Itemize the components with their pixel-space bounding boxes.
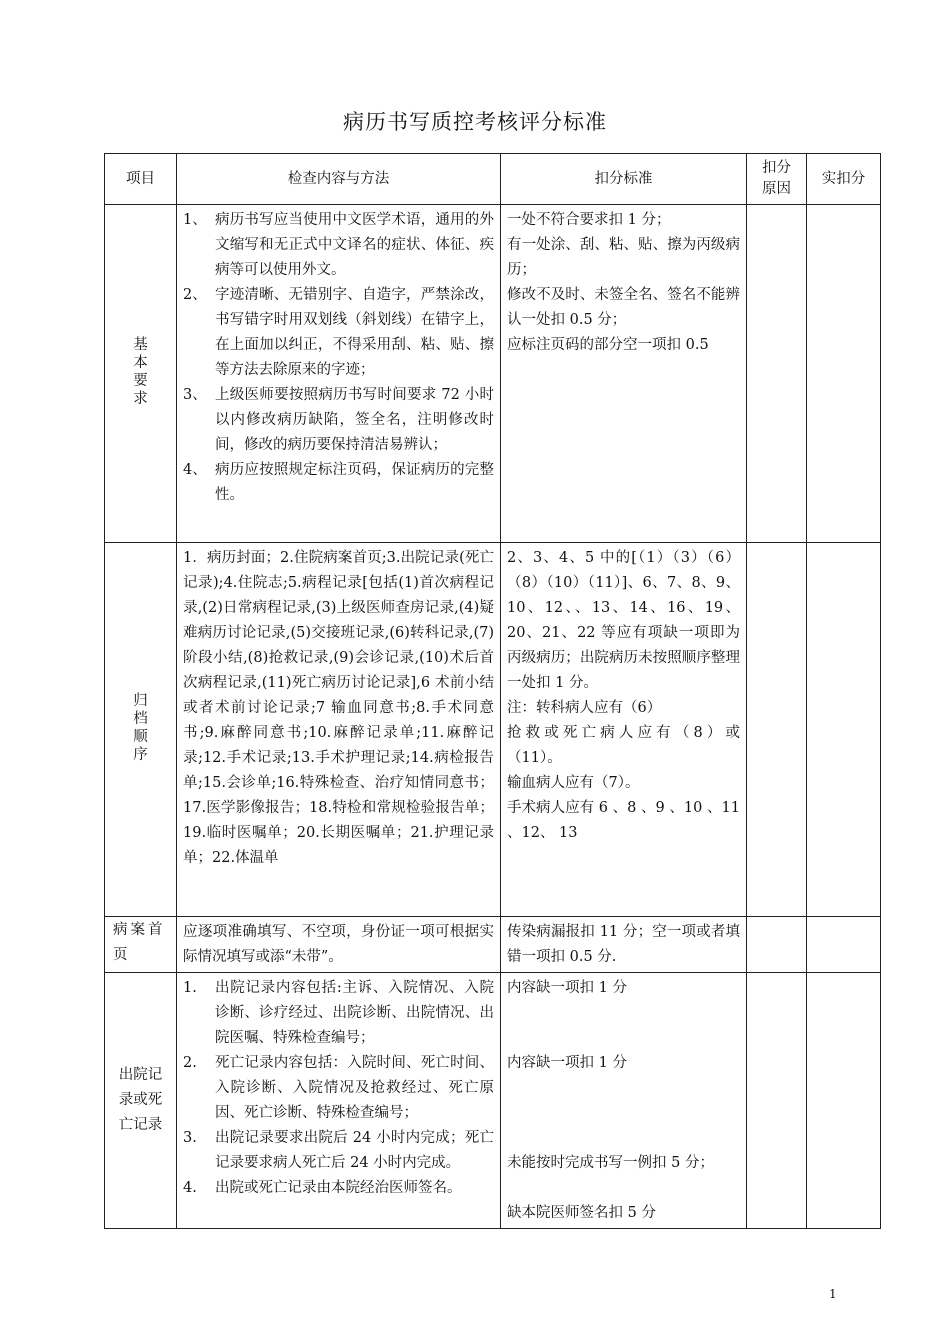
deduction-line: 未能按时完成书写一例扣 5 分； bbox=[507, 1155, 714, 1171]
content-text: 应逐项准确填写、不空项，身份证一项可根据实际情况填写或添“未带”。 bbox=[183, 924, 494, 965]
actual-cell[interactable] bbox=[807, 917, 881, 973]
item-number: 2. bbox=[183, 1055, 197, 1071]
item-label: 基本要求 bbox=[133, 336, 148, 407]
actual-cell[interactable] bbox=[807, 973, 881, 1229]
item-text: 病历书写应当使用中文医学术语，通用的外文缩写和无正式中文译名的症状、体征、疾病等可以使用外文。 bbox=[215, 212, 494, 278]
item-number: 4. bbox=[183, 1180, 197, 1196]
deduction-line: 2、3、4、5 中的[（1）（3）（6）（8）（10）（11）]、6、7、8、9、10、12、、13、14、16、19、20、21、22 等应有项缺一项即为丙级病历；出院病历未按照顺序整理一处扣 1 分。 bbox=[507, 550, 740, 691]
spacer bbox=[507, 1076, 740, 1126]
item-label: 病案首页 bbox=[113, 922, 166, 963]
content-cell bbox=[177, 973, 501, 1229]
item-number: 3. bbox=[183, 1130, 197, 1146]
item-text: 出院记录要求出院后 24 小时内完成；死亡记录要求病人死亡后 24 小时内完成。 bbox=[215, 1130, 494, 1171]
item-text: 出院记录内容包括:主诉、入院情况、入院诊断、诊疗经过、出院诊断、出院情况、出院医嘱、特殊检查编号； bbox=[215, 980, 494, 1046]
content-cell bbox=[177, 205, 501, 543]
actual-cell[interactable] bbox=[807, 543, 881, 917]
header-method: 检查内容与方法 bbox=[177, 154, 501, 205]
deduction-line: 缺本院医师签名扣 5 分 bbox=[507, 1205, 656, 1221]
item-cell bbox=[105, 973, 177, 1229]
table-header-row bbox=[105, 154, 881, 205]
actual-cell[interactable] bbox=[807, 205, 881, 543]
list-item bbox=[183, 458, 494, 508]
deduction-line: 输血病人应有（7）。 bbox=[507, 775, 640, 791]
spacer bbox=[507, 1176, 740, 1201]
deduction-cell bbox=[501, 205, 747, 543]
item-text: 死亡记录内容包括：入院时间、死亡时间、入院诊断、入院情况及抢救经过、死亡原因、死亡诊断、特殊检查编号； bbox=[215, 1055, 494, 1121]
deduction-line: 注：转科病人应有（6） bbox=[507, 700, 662, 716]
item-number: 1. bbox=[183, 980, 197, 996]
list-item bbox=[183, 383, 494, 458]
content-text: 1．病历封面；2.住院病案首页;3.出院记录(死亡记录);4.住院志;5.病程记录[包括(1)首次病程记录,(2)日常病程记录,(3)上级医师查房记录,(4)疑难病历讨论记录,(5)交接班记录,(6)转科记录,(7)阶段小结,(8)抢救记录,(9)会诊记录,(10)术后首次病程记录,(11)死亡病历讨论记录],6 术前小结或者术前讨论记录;7 输血同意书;8.手术同意书;9.麻醉同意书;10.麻醉记录单;11.麻醉记录;12.手术记录;13.手术护理记录;14.病检报告单;15.会诊单;16.特殊检查、治疗知情同意书；17.医学影像报告；18.特检和常规检验报告单；19.临时医嘱单；20.长期医嘱单；21.护理记录单；22.体温单 bbox=[183, 550, 494, 866]
header-item: 项目 bbox=[105, 154, 177, 205]
table-row-discharge bbox=[105, 973, 881, 1229]
deduction-line: 手术病人应有 6 、8 、9 、10 、11 、12、 13 bbox=[507, 800, 740, 841]
deduction-line: 传染病漏报扣 11 分；空一项或者填错一项扣 0.5 分. bbox=[507, 924, 740, 965]
list-item bbox=[183, 1176, 494, 1201]
item-label: 出院记录或死亡记录 bbox=[118, 1067, 163, 1133]
list-item bbox=[183, 283, 494, 383]
item-cell bbox=[105, 917, 177, 973]
item-text: 出院或死亡记录由本院经治医师签名。 bbox=[215, 1180, 462, 1196]
header-actual: 实扣分 bbox=[807, 154, 881, 205]
reason-cell[interactable] bbox=[747, 917, 807, 973]
spacer bbox=[507, 1126, 740, 1151]
item-number: 3、 bbox=[183, 387, 207, 403]
page-number: 1 bbox=[829, 1287, 837, 1301]
scoring-table bbox=[104, 153, 881, 1229]
header-standard: 扣分标准 bbox=[501, 154, 747, 205]
table-row-archive bbox=[105, 543, 881, 917]
deduction-line: 内容缺一项扣 1 分 bbox=[507, 980, 627, 996]
spacer bbox=[507, 1001, 740, 1051]
header-reason: 扣分原因 bbox=[747, 154, 807, 205]
page-title: 病历书写质控考核评分标准 bbox=[343, 110, 607, 134]
item-number: 4、 bbox=[183, 462, 207, 478]
content-cell bbox=[177, 543, 501, 917]
reason-cell[interactable] bbox=[747, 543, 807, 917]
deduction-line: 修改不及时、未签全名、签名不能辨认一处扣 0.5 分； bbox=[507, 287, 740, 328]
deduction-line: 有一处涂、刮、粘、贴、擦为丙级病历； bbox=[507, 237, 740, 278]
item-cell bbox=[105, 543, 177, 917]
deduction-line: 应标注页码的部分空一项扣 0.5 bbox=[507, 337, 709, 353]
reason-cell[interactable] bbox=[747, 205, 807, 543]
deduction-line: 内容缺一项扣 1 分 bbox=[507, 1055, 627, 1071]
list-item bbox=[183, 1051, 494, 1126]
table-row-basic bbox=[105, 205, 881, 543]
reason-cell[interactable] bbox=[747, 973, 807, 1229]
deduction-cell bbox=[501, 973, 747, 1229]
item-label: 归档顺序 bbox=[133, 692, 148, 763]
content-cell bbox=[177, 917, 501, 973]
list-item bbox=[183, 976, 494, 1051]
item-text: 病历应按照规定标注页码，保证病历的完整性。 bbox=[215, 462, 494, 503]
list-item bbox=[183, 208, 494, 283]
deduction-cell bbox=[501, 917, 747, 973]
table-row-homepage bbox=[105, 917, 881, 973]
item-number: 1、 bbox=[183, 212, 207, 228]
item-number: 2、 bbox=[183, 287, 207, 303]
item-text: 上级医师要按照病历书写时间要求 72 小时以内修改病历缺陷，签全名，注明修改时间，修改的病历要保持清洁易辨认； bbox=[215, 387, 494, 453]
deduction-line: 抢救或死亡病人应有（8）或（11）。 bbox=[507, 725, 740, 766]
deduction-line: 一处不符合要求扣 1 分； bbox=[507, 212, 671, 228]
item-text: 字迹清晰、无错别字、自造字，严禁涂改，书写错字时用双划线（斜划线）在错字上，在上面加以纠正，不得采用刮、粘、贴、擦等方法去除原来的字迹； bbox=[215, 287, 494, 378]
item-cell bbox=[105, 205, 177, 543]
list-item bbox=[183, 1126, 494, 1176]
deduction-cell bbox=[501, 543, 747, 917]
